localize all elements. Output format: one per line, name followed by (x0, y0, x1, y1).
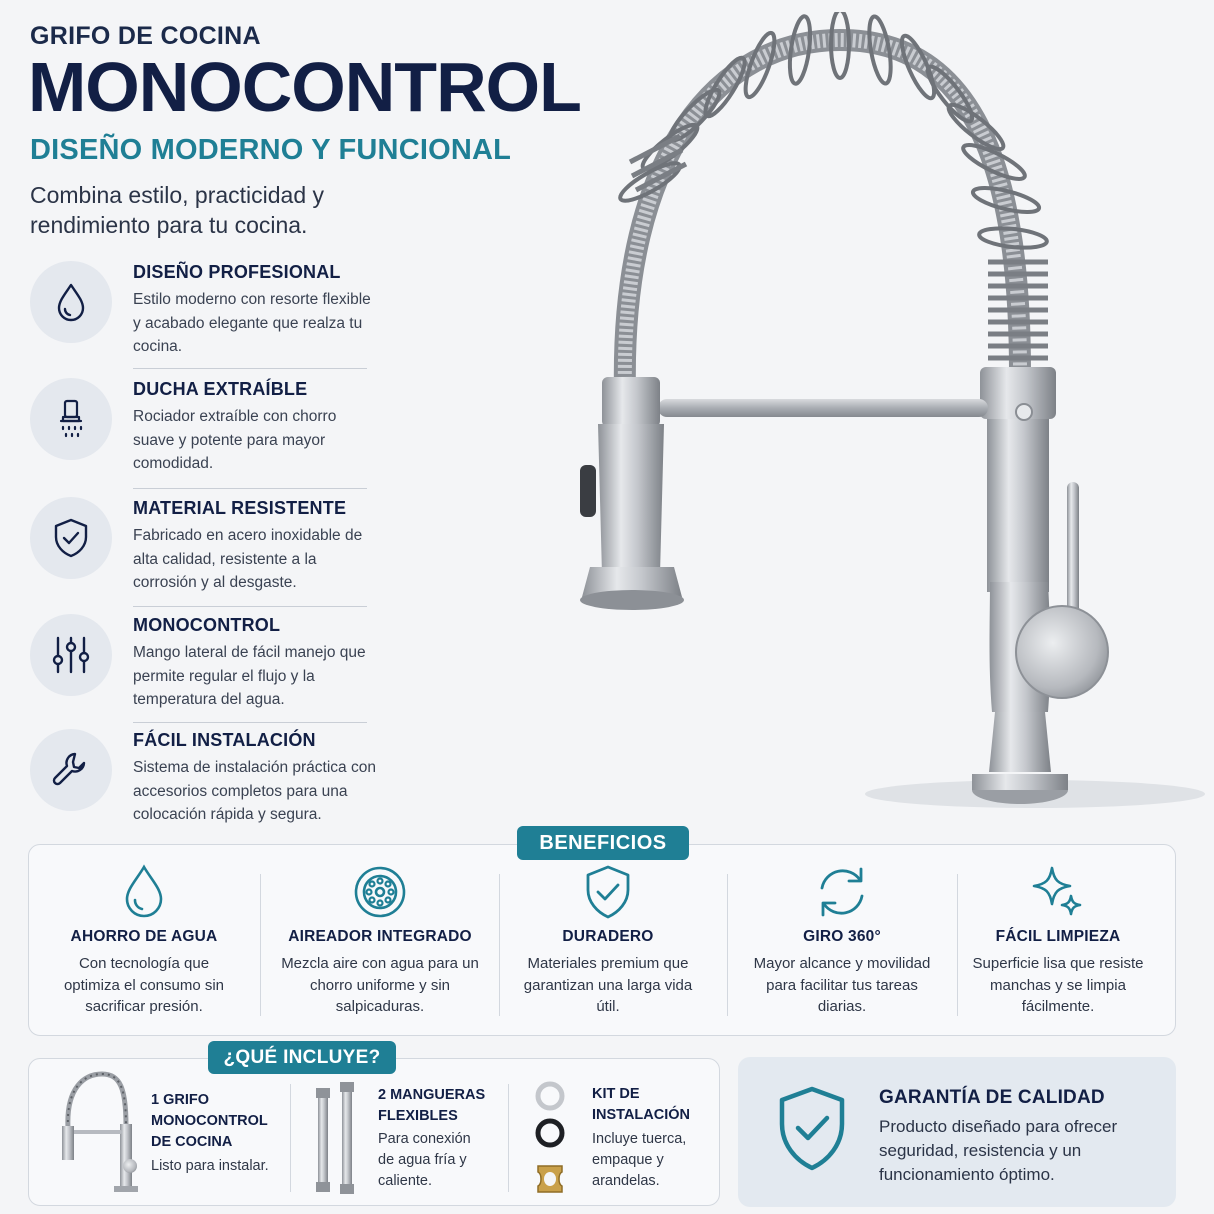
benefit-divider (260, 874, 261, 1016)
feature-description: Estilo moderno con resorte flexible y acabado elegante que realza tu cocina. (133, 291, 371, 355)
water-drop-icon (30, 261, 112, 343)
page-subtitle: DISEÑO MODERNO Y FUNCIONAL (30, 134, 512, 166)
feature-title: MONOCONTROL (133, 615, 281, 635)
benefit-description: Materiales premium que garantizan una larga vida útil. (523, 955, 693, 1015)
includes-label: ¿QUÉ INCLUYE? (208, 1041, 396, 1074)
feature-divider (133, 722, 367, 723)
benefit-divider (957, 874, 958, 1016)
benefit-description: Con tecnología que optimiza el consumo sin sacrificar presión. (63, 955, 225, 1015)
benefit-title: AHORRO DE AGUA (70, 928, 218, 945)
sparkle-icon (1028, 862, 1088, 922)
eyebrow-title: GRIFO DE COCINA (30, 22, 261, 50)
benefit-water-saving (58, 862, 230, 1022)
feature-item-easy-installation (30, 729, 375, 847)
benefit-easy-cleaning (972, 862, 1144, 1022)
benefit-title: GIRO 360° (803, 928, 881, 945)
include-description: Incluye tuerca, empaque y arandelas. (592, 1131, 687, 1189)
feature-item-resistant-material (30, 497, 375, 615)
feature-title: DISEÑO PROFESIONAL (133, 262, 341, 282)
include-title: 1 GRIFO MONOCONTROL DE COCINA (151, 1092, 268, 1150)
guarantee-description: Producto diseñado para ofrecer seguridad, resistencia y un funcionamiento óptimo. (879, 1117, 1118, 1184)
aerator-icon (350, 862, 410, 922)
include-title: 2 MANGUERAS FLEXIBLES (378, 1087, 486, 1124)
benefit-integrated-aerator (276, 862, 484, 1022)
benefit-title: FÁCIL LIMPIEZA (995, 928, 1121, 945)
include-description: Para conexión de agua fría y caliente. (378, 1131, 471, 1189)
rotate-360-icon (812, 862, 872, 922)
washers-icon (530, 1078, 570, 1198)
guarantee-title: GARANTÍA DE CALIDAD (879, 1087, 1105, 1108)
feature-title: FÁCIL INSTALACIÓN (133, 730, 316, 750)
feature-item-pull-out-shower (30, 378, 375, 496)
feature-divider (133, 606, 367, 607)
benefit-360-rotation (744, 862, 940, 1022)
include-divider (290, 1084, 291, 1192)
include-divider (508, 1084, 509, 1192)
feature-divider (133, 368, 367, 369)
hoses-icon (306, 1078, 366, 1198)
feature-divider (133, 488, 367, 489)
faucet-product-image (540, 12, 1210, 830)
shield-check-icon (578, 862, 638, 922)
feature-description: Sistema de instalación práctica con accesorios completos para una colocación rápida y segura. (133, 759, 376, 823)
include-title: KIT DE INSTALACIÓN (592, 1086, 691, 1123)
benefit-description: Mayor alcance y movilidad para facilitar tus tareas diarias. (753, 955, 931, 1015)
feature-item-professional-design (30, 261, 375, 379)
benefit-description: Mezcla aire con agua para un chorro uniforme y sin salpicaduras. (281, 955, 479, 1015)
benefit-description: Superficie lisa que resiste manchas y se limpia fácilmente. (972, 955, 1144, 1015)
benefit-divider (727, 874, 728, 1016)
shield-check-icon (30, 497, 112, 579)
benefit-title: AIREADOR INTEGRADO (288, 928, 472, 945)
intro-text: Combina estilo, practicidad y rendimiento para tu cocina. (30, 182, 325, 238)
benefits-label: BENEFICIOS (517, 826, 689, 860)
faucet-thumbnail-icon (50, 1066, 142, 1196)
feature-description: Mango lateral de fácil manejo que permite regular el flujo y la temperatura del agua. (133, 644, 366, 708)
include-description: Listo para instalar. (151, 1158, 269, 1174)
benefit-durable (516, 862, 700, 1022)
feature-title: DUCHA EXTRAÍBLE (133, 379, 308, 399)
benefit-divider (499, 874, 500, 1016)
shield-check-icon (774, 1084, 850, 1174)
benefit-title: DURADERO (562, 928, 654, 945)
feature-item-single-lever (30, 614, 375, 732)
sliders-icon (30, 614, 112, 696)
page-title: MONOCONTROL (28, 48, 581, 126)
feature-title: MATERIAL RESISTENTE (133, 498, 347, 518)
water-drop-icon (114, 862, 174, 922)
shower-head-icon (30, 378, 112, 460)
feature-description: Fabricado en acero inoxidable de alta calidad, resistente a la corrosión y al desgaste. (133, 527, 363, 591)
wrench-icon (30, 729, 112, 811)
feature-description: Rociador extraíble con chorro suave y potente para mayor comodidad. (133, 408, 337, 472)
